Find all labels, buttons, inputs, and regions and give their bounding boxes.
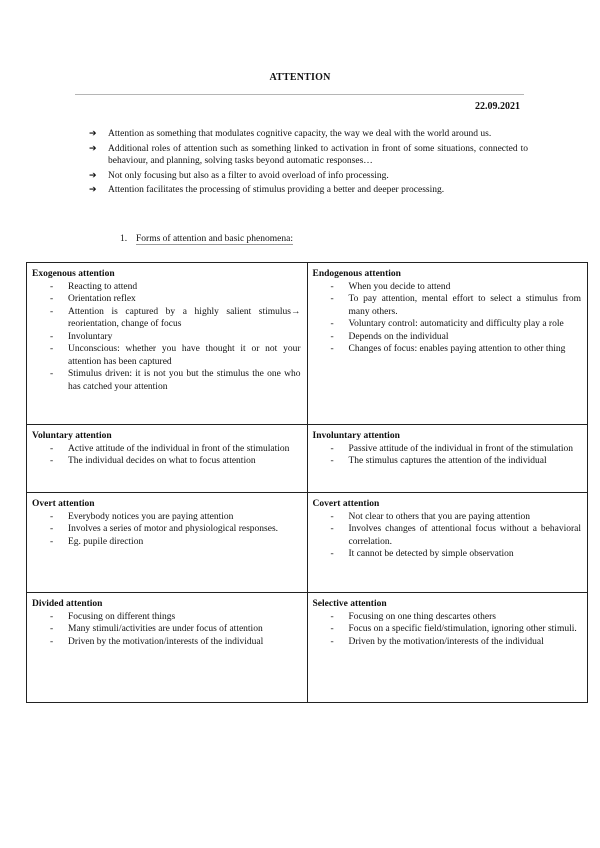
intro-bullet: [88, 170, 528, 183]
cell-list: [32, 281, 301, 394]
list-item: - Involves a series of motor and physiological responses.: [32, 523, 301, 536]
attention-forms-table: [26, 262, 588, 703]
list-item: - Everybody notices you are paying attention: [32, 511, 301, 524]
list-item: - Driven by the motivation/interests of the individual: [32, 636, 301, 649]
list-item: - To pay attention, mental effort to select a stimulus from many others.: [313, 293, 582, 318]
list-item: - Not clear to others that you are paying attention: [313, 511, 582, 524]
table-row: [27, 493, 588, 593]
intro-bullet-text: Attention as something that modulates cognitive capacity, the way we deal with the world around us.: [108, 129, 492, 139]
cell-list: [32, 511, 301, 549]
table-row: [27, 263, 588, 425]
cell-title: Involuntary attention: [312, 431, 400, 441]
intro-bullet: [88, 184, 528, 197]
intro-bullet-text: Not only focusing but also as a filter to avoid overload of info processing.: [108, 170, 389, 181]
title-divider: [75, 94, 524, 95]
document-date: 22.09.2021: [475, 101, 520, 112]
cell-exogenous: [27, 263, 308, 425]
cell-title: Divided attention: [32, 599, 103, 609]
list-item: - Depends on the individual: [313, 331, 582, 344]
list-item: - Unconscious: whether you have thought it or not your attention has been captured: [32, 343, 301, 368]
list-item: - Reacting to attend: [32, 281, 301, 294]
list-item: - Driven by the motivation/interests of the individual: [313, 636, 582, 649]
cell-overt: [27, 493, 308, 593]
section-heading: [120, 234, 293, 244]
arrow-bullet-icon: ➔: [89, 170, 97, 181]
list-item: - Active attitude of the individual in front of the stimulation: [32, 443, 301, 456]
list-item: - It cannot be detected by simple observation: [313, 548, 582, 561]
document-title: ATTENTION: [269, 72, 331, 83]
section-title: Forms of attention and basic phenomena:: [136, 234, 293, 244]
arrow-bullet-icon: ➔: [89, 185, 97, 195]
list-item: - Focus on a specific field/stimulation, ignoring other stimuli.: [313, 623, 582, 636]
cell-title: Endogenous attention: [312, 269, 401, 279]
cell-list: [32, 443, 301, 468]
list-item: - Focusing on one thing descartes others: [313, 611, 582, 624]
table-row: [27, 593, 588, 703]
intro-bullet-text: Attention facilitates the processing of stimulus providing a better and deeper processing.: [108, 185, 445, 195]
cell-title: Overt attention: [32, 499, 95, 509]
list-item: - The individual decides on what to focus attention: [32, 455, 301, 468]
arrow-bullet-icon: ➔: [89, 129, 97, 139]
cell-voluntary: [27, 425, 308, 493]
cell-involuntary: [307, 425, 588, 493]
list-item: - Focusing on different things: [32, 611, 301, 624]
list-item: - Orientation reflex: [32, 293, 301, 306]
cell-title: Covert attention: [312, 499, 380, 509]
cell-list: [313, 611, 582, 649]
cell-title: Voluntary attention: [32, 431, 112, 441]
list-item: - Involuntary: [32, 331, 301, 344]
list-item: - Eg. pupile direction: [32, 536, 301, 549]
cell-list: [32, 611, 301, 649]
list-item: - Involves changes of attentional focus without a behavioral correlation.: [313, 523, 582, 548]
section-number: 1.: [120, 234, 128, 244]
list-item: - Stimulus driven: it is not you but the stimulus the one who has catched your attention: [32, 368, 301, 393]
cell-title: Selective attention: [312, 599, 387, 609]
cell-list: [313, 511, 582, 561]
cell-title: Exogenous attention: [32, 269, 115, 279]
list-item: - Passive attitude of the individual in front of the stimulation: [313, 443, 582, 456]
cell-endogenous: [307, 263, 588, 425]
intro-bullet-list: [88, 128, 528, 199]
list-item: - The stimulus captures the attention of the individual: [313, 455, 582, 468]
list-item: - Voluntary control: automaticity and difficulty play a role: [313, 318, 582, 331]
cell-selective: [307, 593, 588, 703]
arrow-bullet-icon: ➔: [89, 143, 97, 154]
table-row: [27, 425, 588, 493]
intro-bullet: [88, 143, 528, 168]
cell-list: [313, 443, 582, 468]
intro-bullet-text: Additional roles of attention such as something linked to activation in front of some situations, connected to behaviour, and planning, solving tasks beyond automatic responses…: [108, 143, 528, 166]
cell-divided: [27, 593, 308, 703]
cell-list: [313, 281, 582, 356]
cell-covert: [307, 493, 588, 593]
list-item: - Attention is captured by a highly salient stimulus→ reorientation, change of focus: [32, 306, 301, 331]
intro-bullet: [88, 128, 528, 141]
list-item: - Changes of focus: enables paying attention to other thing: [313, 343, 582, 356]
list-item: - Many stimuli/activities are under focus of attention: [32, 623, 301, 636]
list-item: - When you decide to attend: [313, 281, 582, 294]
